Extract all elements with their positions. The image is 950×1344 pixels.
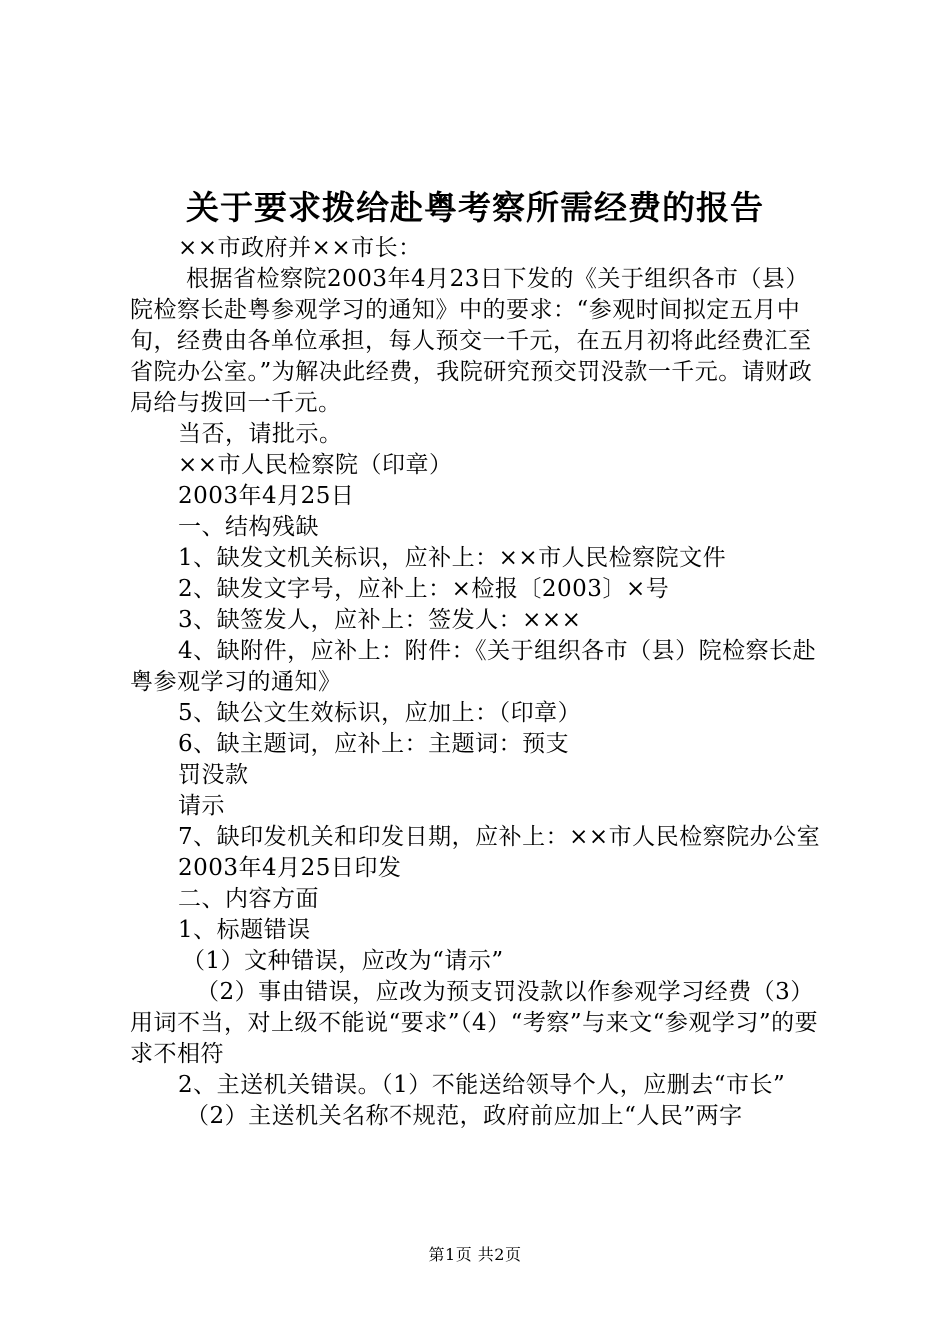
list-item: 1、标题错误: [178, 917, 311, 943]
issuer-signature: ××市人民检察院（印章）: [178, 452, 453, 478]
page-footer: 第1页 共2页: [428, 1245, 522, 1264]
body-paragraph: 根据省检察院2003年4月23日下发的《关于组织各市（县）院检察长赴粤参观学习的通知》中的要求：“参观时间拟定五月中旬，经费由各单位承担，每人预交一千元，在五月初将此经费汇至省院办公室。”为解决此经费，我院研究预交罚没款一千元。请财政局给与拨回一千元。: [130, 266, 813, 416]
list-item-continuation: 罚没款: [178, 762, 249, 788]
sub-list-item: （2）主送机关名称不规范，政府前应加上“人民”两字: [186, 1103, 743, 1129]
sub-list-item: （1）文种错误，应改为“请示”: [182, 948, 504, 974]
closing-line: 当否，请批示。: [178, 421, 343, 447]
list-item: 5、缺公文生效标识，应加上：（印章）: [178, 700, 582, 726]
print-date: 2003年4月25日印发: [178, 855, 402, 881]
document-body: [130, 233, 830, 1132]
issue-date: 2003年4月25日: [178, 483, 355, 509]
list-item: 3、缺签发人，应补上：签发人：×××: [178, 607, 582, 633]
section-heading: 二、内容方面: [178, 886, 319, 912]
list-item: 6、缺主题词，应补上：主题词：预支: [178, 731, 570, 757]
list-item: 4、缺附件，应补上：附件：《关于组织各市（县）院检察长赴粤参观学习的通知》: [130, 638, 817, 695]
list-item: 7、缺印发机关和印发日期，应补上：××市人民检察院办公室: [178, 824, 821, 850]
list-item: 2、主送机关错误。（1）不能送给领导个人，应删去“市长”: [178, 1072, 786, 1098]
document-title: 关于要求拨给赴粤考察所需经费的报告: [186, 188, 764, 227]
list-item: 1、缺发文机关标识，应补上：××市人民检察院文件: [178, 545, 727, 571]
list-item: 2、缺发文字号，应补上：×检报〔2003〕×号: [178, 576, 670, 602]
section-heading: 一、结构残缺: [178, 514, 319, 540]
sub-list-item: （2）事由错误，应改为预支罚没款以作参观学习经费（3）用词不当，对上级不能说“要求”（4）“考察”与来文“参观学习”的要求不相符: [130, 979, 819, 1067]
salutation: ××市政府并××市长：: [178, 235, 422, 261]
list-item-continuation: 请示: [178, 793, 225, 819]
